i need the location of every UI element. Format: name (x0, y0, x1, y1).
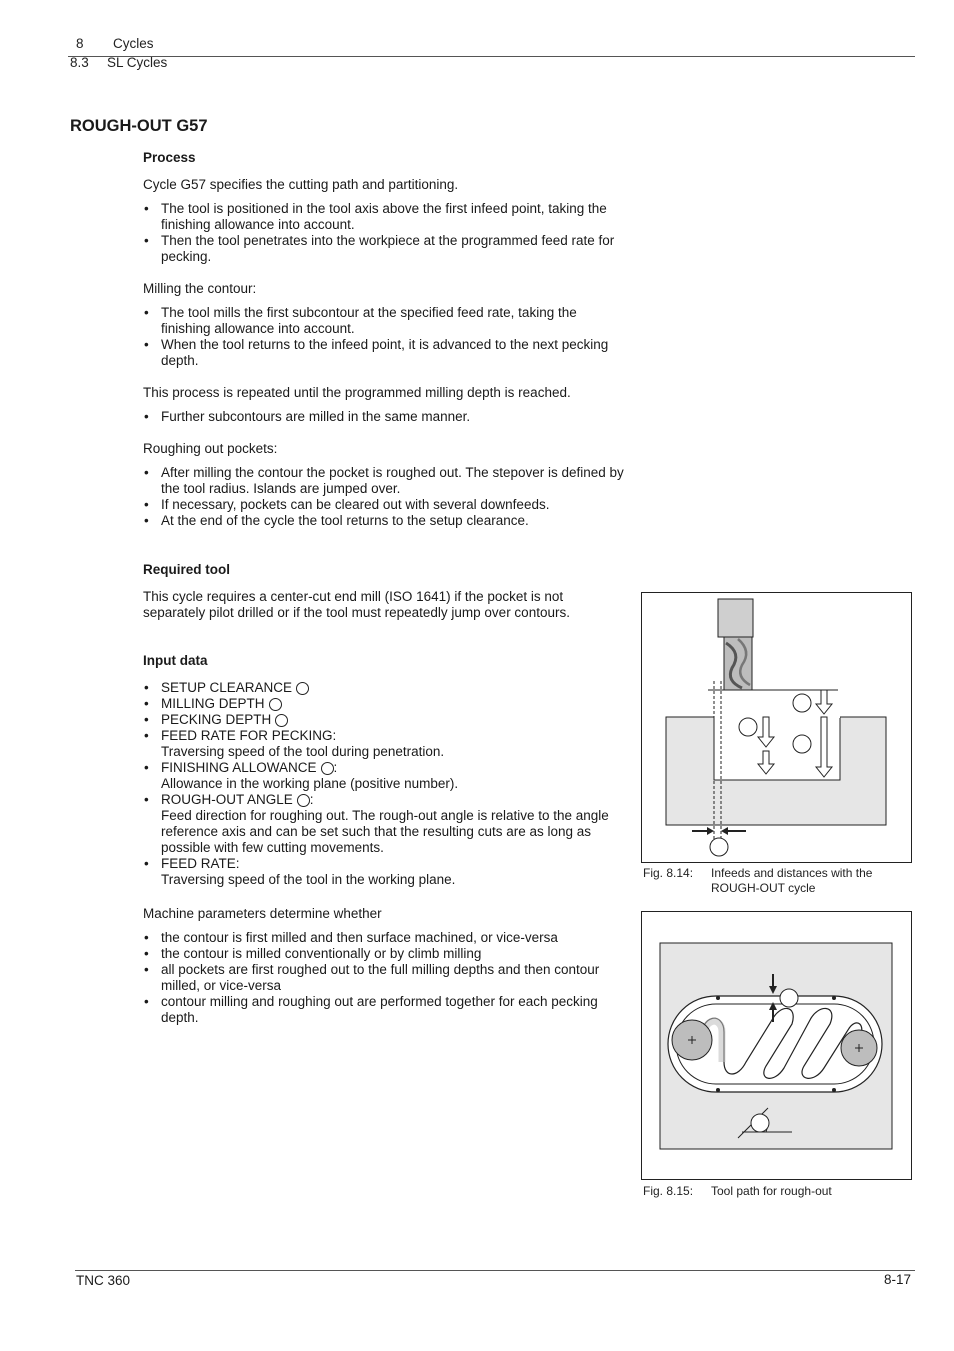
process-bullets-2 (143, 305, 628, 369)
figure-tool-path (641, 911, 912, 1180)
input-suffix: : (333, 760, 338, 775)
milling-label: Milling the contour: (143, 281, 257, 296)
process-bullets-4 (143, 465, 628, 529)
list-item: • After milling the contour the pocket is roughed out. The stepover is defined by the tool radius. Islands are jumped over. (143, 465, 628, 497)
tool-shank (718, 599, 753, 637)
input-label: FINISHING ALLOWANCE (161, 760, 317, 775)
figure-caption: Infeeds and distances with the ROUGH-OUT cycle (711, 866, 873, 895)
list-item: • contour milling and roughing out are performed together for each pecking depth. (143, 994, 603, 1026)
required-tool-text: This cycle requires a center-cut end mill (ISO 1641) if the pocket is not separately pilot drilled or if the tool must repeatedly jump over contours. (143, 589, 570, 620)
circle-marker-icon (296, 682, 309, 695)
page-title: ROUGH-OUT G57 (70, 117, 208, 135)
section-number: 8.3 (70, 55, 89, 70)
input-label: PECKING DEPTH (161, 712, 272, 727)
list-item: • At the end of the cycle the tool returns to the setup clearance. (143, 513, 628, 529)
list-item: • Further subcontours are milled in the same manner. (143, 409, 628, 425)
figure-caption-8-14 (643, 866, 913, 898)
circle-marker-icon (321, 762, 334, 775)
footer-rule (75, 1270, 915, 1271)
infeeds-diagram (642, 593, 911, 862)
list-item (143, 712, 618, 728)
section-title: SL Cycles (107, 55, 168, 70)
circle-marker-icon (297, 794, 310, 807)
machine-params-intro: Machine parameters determine whether (143, 906, 382, 921)
input-description: Allowance in the working plane (positive number). (161, 776, 459, 791)
input-label: FEED RATE: (161, 856, 240, 871)
list-item (143, 792, 618, 856)
figure-caption-8-15 (643, 1184, 913, 1200)
input-suffix: : (309, 792, 314, 807)
page-number: 8-17 (884, 1272, 912, 1287)
input-label: ROUGH-OUT ANGLE (161, 792, 293, 807)
list-item (143, 728, 618, 760)
input-description: Feed direction for roughing out. The rough-out angle is relative to the angle reference axis and can be set such that the resulting cuts are as long as possible with few cutting movements. (161, 808, 609, 855)
list-item: • The tool mills the first subcontour at the specified feed rate, taking the finishing allowance into account. (143, 305, 628, 337)
tool-path-diagram (642, 912, 911, 1179)
required-tool-heading: Required tool (143, 562, 230, 577)
list-item: • If necessary, pockets can be cleared out with several downfeeds. (143, 497, 628, 513)
list-item: • When the tool returns to the infeed point, it is advanced to the next pecking depth. (143, 337, 628, 369)
figure-caption: Tool path for rough-out (711, 1184, 832, 1198)
list-item (143, 760, 618, 792)
input-data-list (143, 680, 618, 888)
process-heading: Process (143, 150, 196, 165)
chapter-number: 8 (76, 36, 84, 51)
input-label: FEED RATE FOR PECKING: (161, 728, 337, 743)
footer-product: TNC 360 (76, 1273, 131, 1288)
list-item: • Then the tool penetrates into the workpiece at the programmed feed rate for pecking. (143, 233, 628, 265)
figure-infeeds (641, 592, 912, 863)
input-description: Traversing speed of the tool in the working plane. (161, 872, 456, 887)
header-rule (68, 56, 915, 57)
figure-number: Fig. 8.14: (643, 866, 694, 880)
circle-marker-icon (269, 698, 282, 711)
repeat-text: This process is repeated until the programmed milling depth is reached. (143, 385, 571, 400)
list-item (143, 680, 618, 696)
input-label: MILLING DEPTH (161, 696, 265, 711)
list-item (143, 696, 618, 712)
figure-number: Fig. 8.15: (643, 1184, 694, 1198)
list-item: • the contour is milled conventionally or by climb milling (143, 946, 603, 962)
input-data-heading: Input data (143, 653, 208, 668)
process-bullets-3 (143, 409, 628, 425)
machine-params-list (143, 930, 603, 1026)
list-item: • The tool is positioned in the tool axis above the first infeed point, taking the finishing allowance into account. (143, 201, 628, 233)
chapter-title: Cycles (113, 36, 154, 51)
pockets-label: Roughing out pockets: (143, 441, 278, 456)
input-label: SETUP CLEARANCE (161, 680, 293, 695)
list-item: • all pockets are first roughed out to the full milling depths and then contour milled, or vice-versa (143, 962, 603, 994)
input-description: Traversing speed of the tool during penetration. (161, 744, 445, 759)
process-intro: Cycle G57 specifies the cutting path and partitioning. (143, 177, 459, 192)
list-item (143, 856, 618, 888)
list-item: • the contour is first milled and then surface machined, or vice-versa (143, 930, 603, 946)
circle-marker-icon (275, 714, 288, 727)
process-bullets-1 (143, 201, 628, 265)
